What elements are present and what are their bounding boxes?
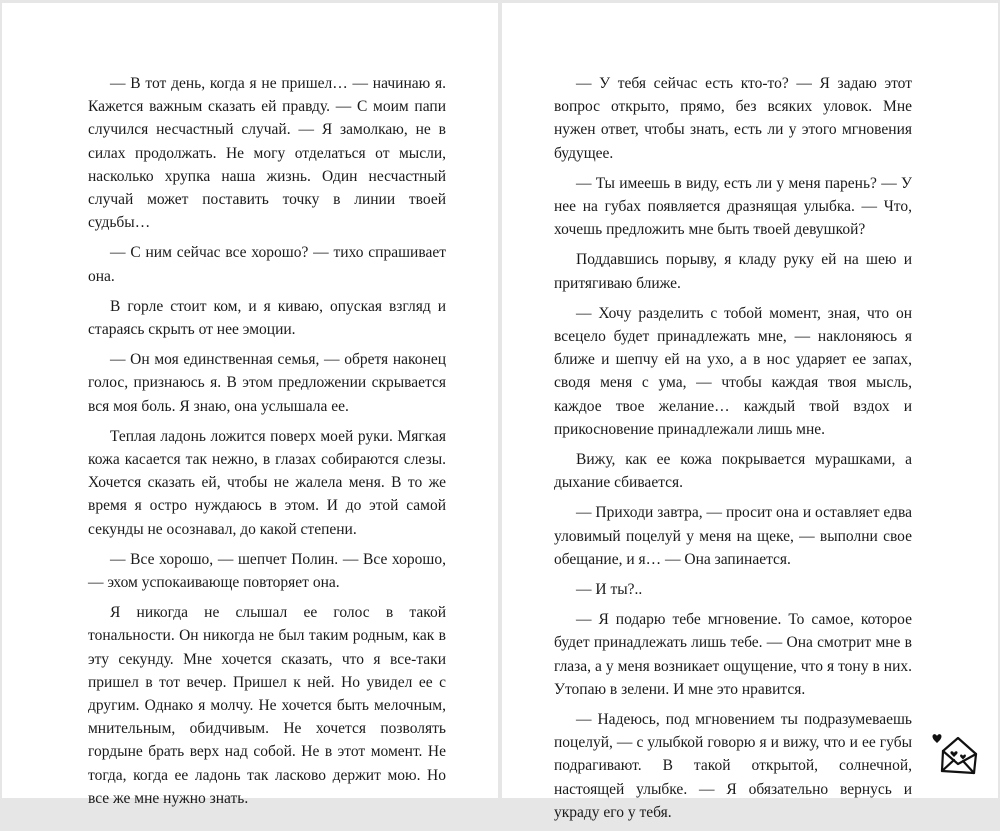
paragraph: — Хочу разделить с тобой момент, зная, что он всецело будет принадлежать мне, — наклоняюсь я ближе и шепчу ей на ухо, а в нос ударяет ее запах, сводя меня с ума, — чтобы каждая твоя мысль, каждое твое желание… каждый твой вздох и прикосновение принадлежали лишь мне.: [554, 304, 912, 438]
paragraph: — В тот день, когда я не пришел… — начинаю я. Кажется важным сказать ей правду. — С моим папи случился несчастный случай. — Я замолкаю, не в силах продолжать. Не могу отделаться от мысли, насколько хрупка наша жизнь. Один несчастный случай может поставить точку в линии твоей судьбы…: [88, 75, 446, 232]
right-text-column: [554, 72, 912, 831]
paragraph: — Я подарю тебе мгновение. То самое, которое будет принадлежать лишь тебе. — Она смотрит мне в глаза, а у меня возникает ощущение, что я тону в них. Утопаю в зелени. И мне это нравится.: [554, 611, 912, 698]
paragraph: Теплая ладонь ложится поверх моей руки. Мягкая кожа касается так нежно, в глазах собираются слезы. Хочется сказать ей, чтобы не жалела меня. В то же время я остро нуждаюсь в этом. И до этой самой секунды не осознавал, до какой степени.: [88, 427, 446, 538]
paragraph: Вижу, как ее кожа покрывается мурашками, а дыхание сбивается.: [554, 451, 912, 492]
paragraph: — Надеюсь, под мгновением ты подразумеваешь поцелуй, — с улыбкой говорю я и вижу, что и ее губы подрагивают. В такой открытой, солнечной, настоящей улыбке. — Я обязательно вернусь и украду его у тебя.: [554, 711, 912, 821]
envelope-heart-icon: [930, 729, 982, 781]
paragraph: Я никогда не слышал ее голос в такой тональности. Он никогда не был таким родным, как в эту секунду. Мне хочется сказать, что я все-таки пришел в тот вечер. Пришел к ней. Но увидел ее с другим. Однако я молчу. Не хочется быть мелочным, мнительным, обидчивым. Не хочется позволять гордыне брать верх над собой. Не в этот момент. Не тогда, когда ее ладонь так ласково держит мою. Но все же мне нужно знать.: [88, 604, 446, 807]
paragraph: — И ты?..: [576, 581, 643, 599]
paragraph: Поддавшись порыву, я кладу руку ей на шею и притягиваю ближе.: [554, 251, 912, 292]
paragraph: — Приходи завтра, — просит она и оставляет едва уловимый поцелуй у меня на щеке, — выполни свое обещание, и я… — Она запинается.: [554, 504, 912, 568]
paragraph: — С ним сейчас все хорошо? — тихо спрашивает она.: [88, 244, 446, 285]
paragraph: — Он моя единственная семья, — обретя наконец голос, признаюсь я. В этом предложении скрывается вся моя боль. Я знаю, она услышала ее.: [88, 351, 446, 415]
left-page: [2, 3, 498, 807]
paragraph: — Все хорошо, — шепчет Полин. — Все хорошо, — эхом успокаивающе повторяет она.: [88, 550, 446, 592]
right-page: [502, 3, 998, 821]
left-text-column: [88, 72, 446, 817]
paragraph: В горле стоит ком, и я киваю, опуская взгляд и стараясь скрыть от нее эмоции.: [88, 297, 446, 339]
paragraph: — Ты имеешь в виду, есть ли у меня парень? — У нее на губах появляется дразнящая улыбка. — Что, хочешь предложить мне быть твоей девушкой?: [554, 174, 912, 239]
paragraph: — У тебя сейчас есть кто-то? — Я задаю этот вопрос открыто, прямо, без всяких уловок. Мне нужен ответ, чтобы знать, есть ли у этого мгновения будущее.: [554, 75, 912, 162]
